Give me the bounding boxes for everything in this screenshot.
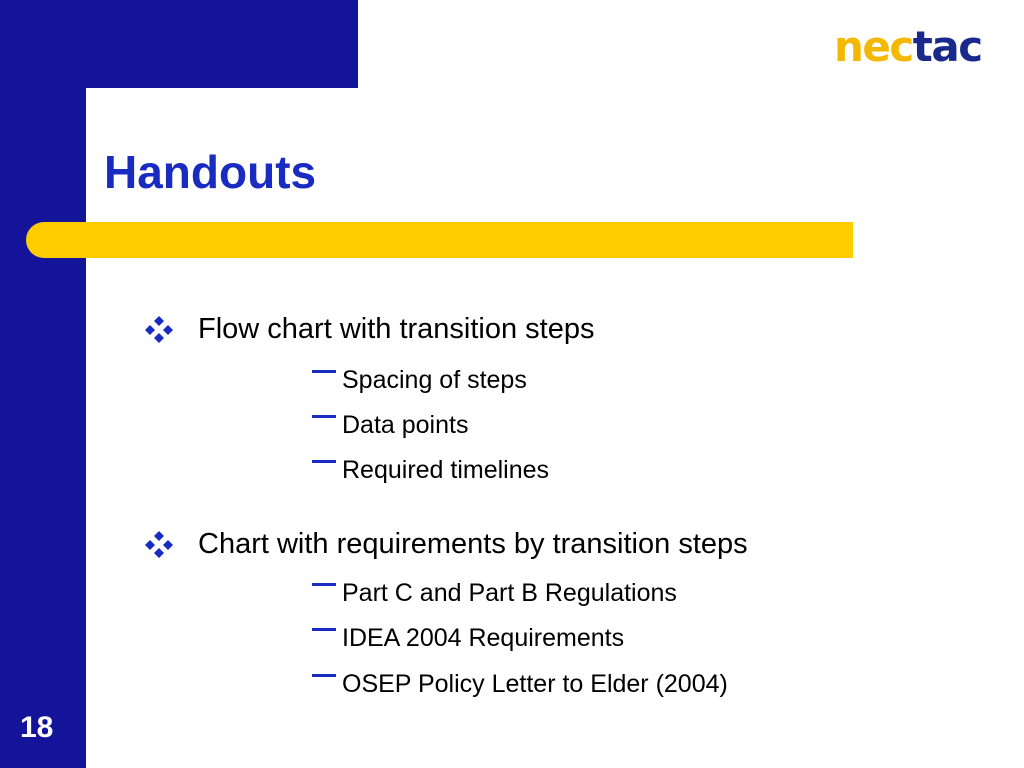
sub-bullet-text: Part C and Part B Regulations bbox=[342, 579, 677, 607]
dash-marker bbox=[312, 460, 336, 463]
sub-bullet-item bbox=[312, 578, 677, 608]
left-frame-bar bbox=[0, 0, 86, 768]
sub-bullet-item bbox=[312, 669, 728, 699]
title-underline-bar bbox=[26, 222, 853, 258]
sub-bullet-text: Required timelines bbox=[342, 456, 550, 484]
page-number: 18 bbox=[20, 711, 54, 744]
bullet-text: Chart with requirements by transition steps bbox=[198, 528, 748, 560]
sub-bullet-item bbox=[312, 365, 527, 395]
sub-bullet-text: Spacing of steps bbox=[342, 366, 527, 394]
diamond-cluster-icon bbox=[142, 314, 176, 344]
nectac-logo bbox=[834, 22, 982, 71]
sub-bullet-text: IDEA 2004 Requirements bbox=[342, 624, 625, 652]
dash-marker bbox=[312, 628, 336, 631]
bullet-item bbox=[142, 312, 594, 346]
top-frame-block bbox=[0, 0, 358, 88]
bullet-text: Flow chart with transition steps bbox=[198, 313, 595, 345]
sub-bullet-item bbox=[312, 410, 468, 440]
bullet-item bbox=[142, 527, 748, 561]
dash-marker bbox=[312, 370, 336, 373]
dash-marker bbox=[312, 583, 336, 586]
sub-bullet-item bbox=[312, 455, 549, 485]
sub-bullet-text: Data points bbox=[342, 411, 469, 439]
frame-inner-corner bbox=[86, 88, 146, 148]
diamond-cluster-icon bbox=[142, 529, 176, 559]
logo-part-nec: nec bbox=[834, 22, 913, 71]
sub-bullet-text: OSEP Policy Letter to Elder (2004) bbox=[342, 670, 728, 698]
dash-marker bbox=[312, 415, 336, 418]
sub-bullet-item bbox=[312, 623, 624, 653]
logo-part-tac: tac bbox=[912, 22, 982, 71]
slide-title: Handouts bbox=[104, 146, 317, 198]
dash-marker bbox=[312, 674, 336, 677]
